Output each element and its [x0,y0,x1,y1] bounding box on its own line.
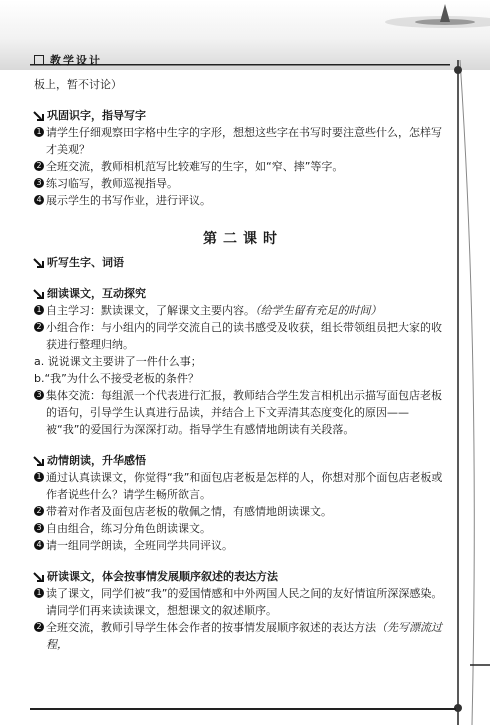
list-item-main: 自主学习：默读课文，了解课文主要内容。 [46,304,255,317]
list-item [34,319,452,353]
list-item-note: （给学生留有充足的时间） [255,304,382,317]
lesson-title: 第二课时 [203,231,283,247]
arrow-bullet-icon [34,572,43,581]
number-badge: 4 [34,195,44,205]
list-item [34,387,452,438]
number-badge: 2 [34,322,44,332]
section-heading-text: 研读课文，体会按事情发展顺序叙述的表达方法 [47,570,278,583]
section-heading [34,254,452,271]
list-item [34,175,452,192]
list-item-text: 带着对作者及面包店老板的敬佩之情，有感情地朗读课文。 [46,505,332,518]
list-item-note: （先写漂流过程， [46,621,442,651]
list-item [34,537,452,554]
list-item [34,469,452,503]
arrow-bullet-icon [34,258,43,267]
list-item [34,124,452,158]
number-badge: 2 [34,622,44,632]
list-item [34,158,452,175]
list-item-main: 全班交流，教师引导学生体会作者的按事情发展顺序叙述的表达方法 [46,621,376,634]
list-item-text: 自由组合，练习分角色朗读课文。 [46,522,211,535]
sub-item-b: b.“我”为什么不接受老板的条件？ [34,372,199,385]
list-item [34,503,452,520]
list-item [34,520,452,537]
list-item-text: 全班交流，教师相机范写比较难写的生字，如“窄、摔”等字。 [46,160,344,173]
right-margin-decoration [450,60,490,725]
list-item-text [46,302,452,319]
sub-item-a: a. 说说课文主要讲了一件什么事； [34,355,202,368]
number-badge: 3 [34,523,44,533]
number-badge: 4 [34,540,44,550]
list-item-text [46,619,452,653]
intro-line: 板上，暂不讨论） [34,78,122,91]
number-badge: 2 [34,506,44,516]
header-label-text: 教学设计 [50,54,102,67]
footer-rule [30,708,456,710]
number-badge: 2 [34,161,44,171]
section-heading [34,107,452,124]
number-badge: 1 [34,305,44,315]
section-heading-text: 动情朗读，升华感悟 [47,454,146,467]
section-heading-text: 细读课文，互动探究 [47,287,146,300]
list-item-text: 通过认真读课文，你觉得“我”和面包店老板是怎样的人，你想对那个面包店老板或作者说些什么？请学生畅所欲言。 [46,471,443,501]
number-badge: 3 [34,390,44,400]
header-label [34,52,102,68]
list-item [34,585,452,619]
list-item-text: 小组合作：与小组内的同学交流自己的读书感受及收获，组长带领组员把大家的收获进行整理归纳。 [46,321,442,351]
section-heading [34,568,452,585]
list-item-text: 读了课文，同学们被“我”的爱国情感和中外两国人民之间的友好情谊所深深感染。请同学们再来读读课文，想想课文的叙述顺序。 [46,587,443,617]
section-heading [34,452,452,469]
number-badge: 1 [34,472,44,482]
number-badge: 1 [34,588,44,598]
list-item-text: 请学生仔细观察田字格中生字的字形，想想这些字在书写时要注意些什么，怎样写才美观？ [46,126,442,156]
list-item-text: 练习临写，教师巡视指导。 [46,177,178,190]
list-item-text: 请一组同学朗读，全班同学共同评议。 [46,539,233,552]
arrow-bullet-icon [34,111,43,120]
number-badge: 3 [34,178,44,188]
square-outline-icon [34,55,44,65]
section-heading-text: 巩固识字，指导写字 [47,109,146,122]
list-item-text: 展示学生的书写作业，进行评议。 [46,194,211,207]
section-heading [34,285,452,302]
arrow-bullet-icon [34,289,43,298]
list-item [34,302,452,319]
list-item-text: 集体交流：每组派一个代表进行汇报，教师结合学生发言相机出示描写面包店老板的语句，引导学生认真进行品读，并结合上下文弄清其态度变化的原因——被“我”的爱国行为深深打动。指导学生有感情地朗读有关段落。 [46,389,442,436]
list-item [34,619,452,653]
arrow-bullet-icon [34,456,43,465]
page-content [34,76,452,653]
page-header-band [0,0,490,70]
list-item [34,192,452,209]
number-badge: 1 [34,127,44,137]
section-heading-text: 听写生字、词语 [47,256,124,269]
